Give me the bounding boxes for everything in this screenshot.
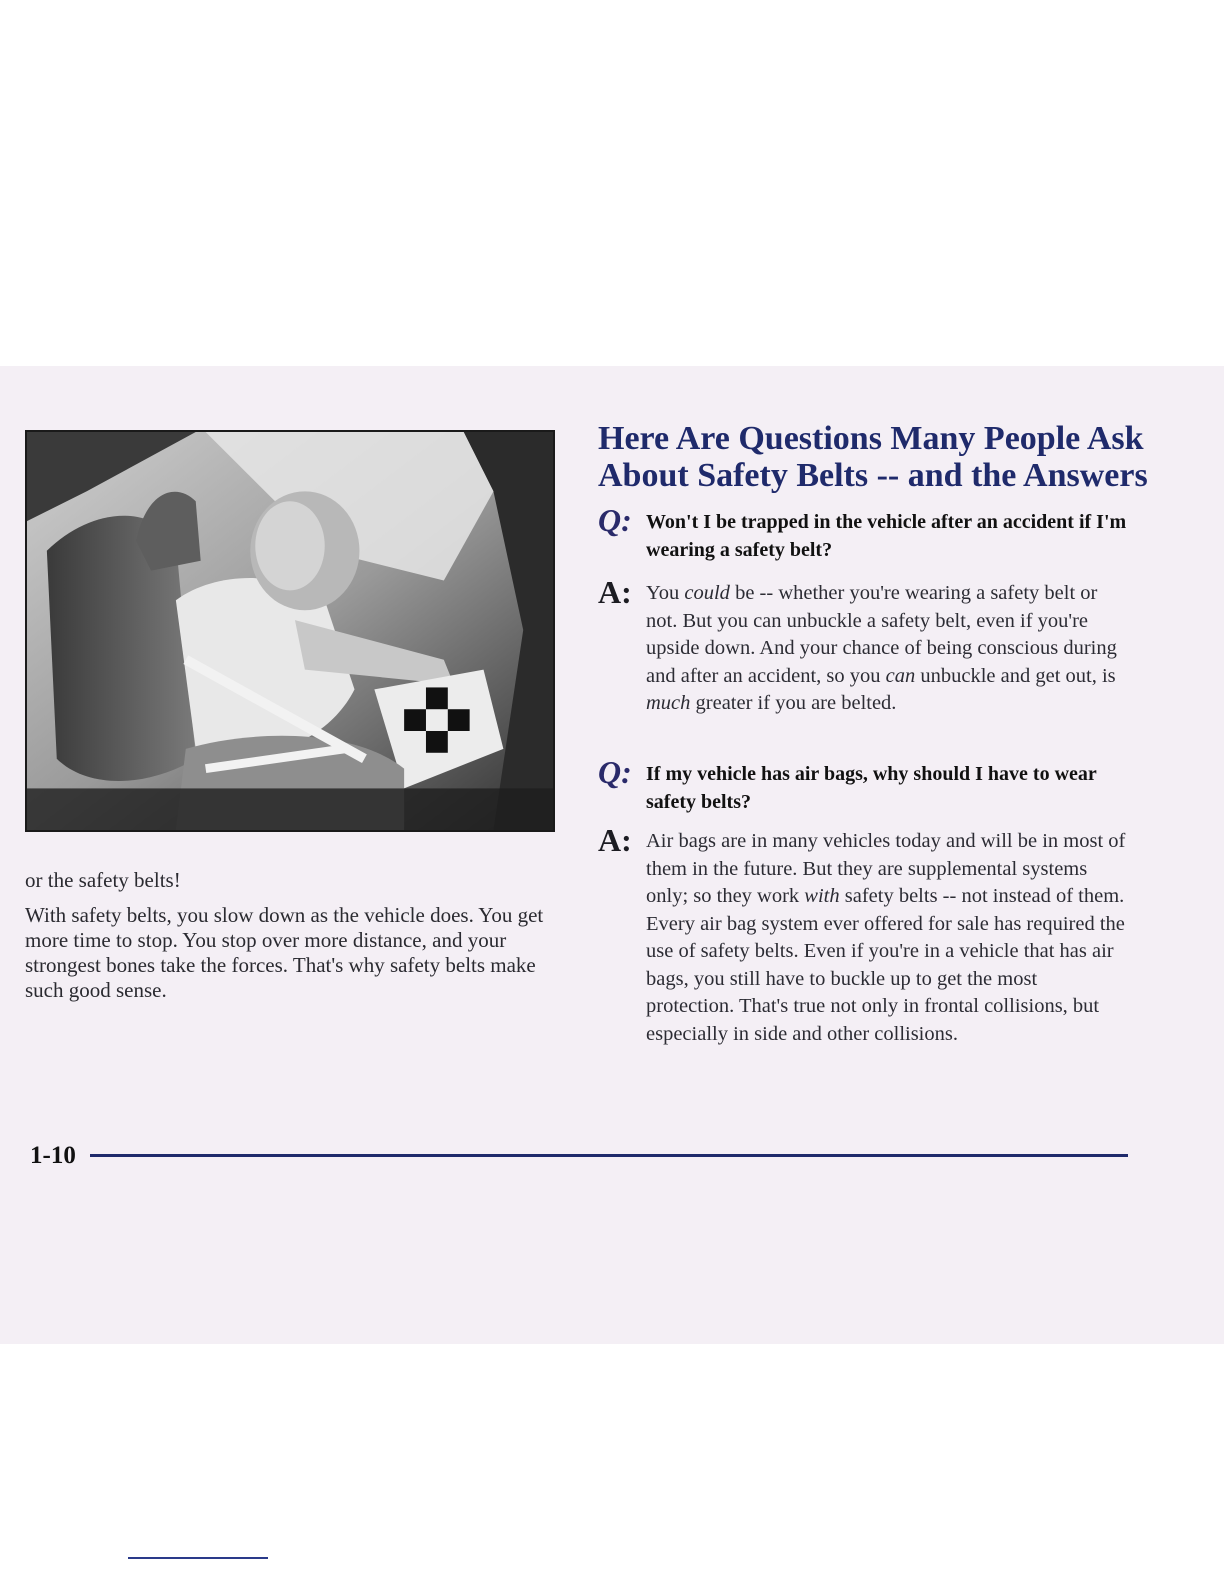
bottom-rule [128,1557,268,1559]
question-mark-label: Q: [598,502,632,538]
heading-line-1: Here Are Questions Many People Ask [598,420,1144,457]
question-2-text: If my vehicle has air bags, why should I have to wear safety belts? [646,763,1097,813]
left-column-text [25,868,560,1013]
left-paragraph-2: With safety belts, you slow down as the vehicle does. You get more time to stop. You stop over more distance, and your strongest bones take the forces. That's why safety belts make such good sense. [25,903,544,1002]
left-paragraph-1: or the safety belts! [25,868,181,892]
question-2 [598,754,1128,816]
answer-2 [598,822,1128,1048]
question-1 [598,502,1128,564]
page-number: 1-10 [30,1142,76,1169]
answer-2-text: Air bags are in many vehicles today and will be in most of them in the future. But they are supplemental systems only; so they work with safety belts -- not instead of them. Every air bag system ever offered for sale has required the use of safety belts. Even if you're in a vehicle that has air bags, you still have to buckle up to get the most protection. That's true not only in frontal collisions, but especially in side and other collisions. [646,830,1126,1045]
question-1-text: Won't I be trapped in the vehicle after an accident if I'm wearing a safety belt? [646,511,1127,561]
crash-dummy-photo [25,430,555,832]
answer-mark-label: A: [598,822,632,858]
answer-1-text: You could be -- whether you're wearing a safety belt or not. But you can unbuckle a safety belt, even if you're upside down. And your chance of being conscious during and after an accident, so you can unbuckle and get out, is much greater if you are belted. [646,582,1117,714]
heading-line-2: About Safety Belts -- and the Answers [598,457,1148,494]
answer-mark-label: A: [598,574,632,610]
crash-dummy-illustration [27,432,553,830]
answer-1 [598,574,1128,718]
footer-rule [90,1154,1128,1157]
section-heading [598,420,1198,494]
question-mark-label: Q: [598,754,632,790]
